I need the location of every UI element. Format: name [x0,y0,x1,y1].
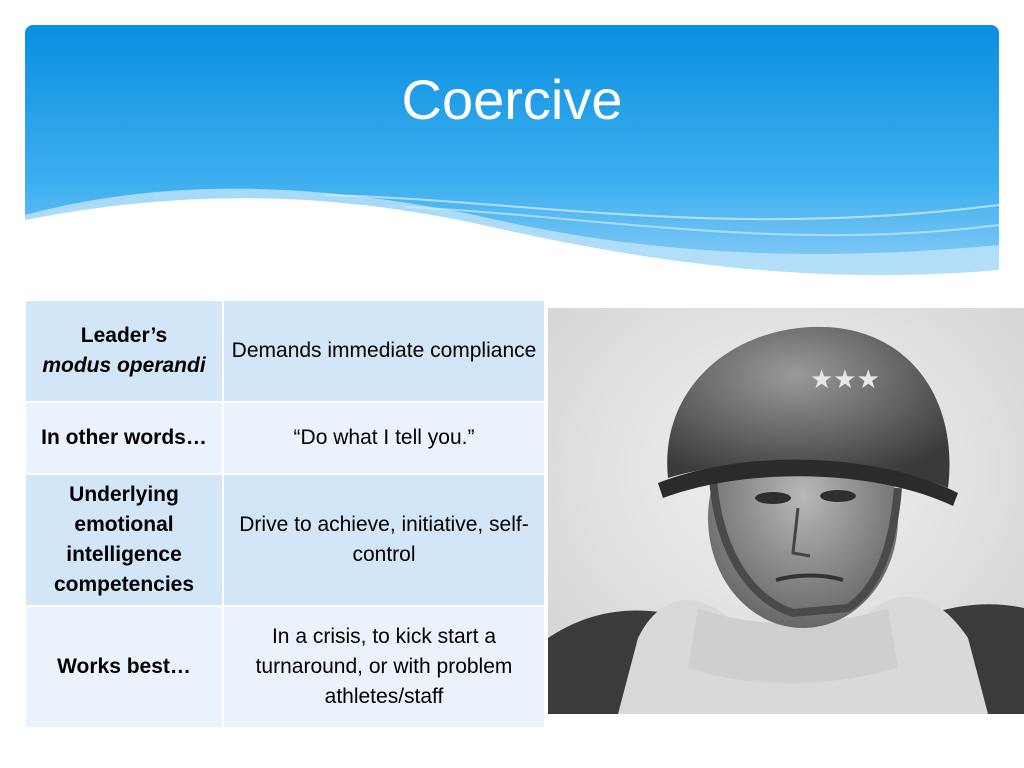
row-value: In a crisis, to kick start a turnaround, or with problem athletes/staff [223,606,545,728]
wave-background [25,25,999,295]
row-value: Demands immediate compliance [223,300,545,402]
table-row [25,402,545,474]
table-row [25,606,545,728]
table-row [25,300,545,402]
row-label: Underlying emotional intelligence competencies [25,474,223,606]
portrait-photo [548,308,1024,714]
title-banner [25,25,999,295]
svg-text:★★★: ★★★ [810,365,880,395]
row-value: “Do what I tell you.” [223,402,545,474]
row-value: Drive to achieve, initiative, self-control [223,474,545,606]
slide-title: Coercive [401,68,623,131]
portrait-illustration [548,308,1024,714]
row-label-text: Leader’s [80,324,168,347]
row-label: Works best… [25,606,223,728]
table-row [25,474,545,606]
coercive-style-table [24,299,546,729]
row-label: In other words… [25,402,223,474]
row-label [25,300,223,402]
row-label-italic: modus operandi [42,354,206,377]
